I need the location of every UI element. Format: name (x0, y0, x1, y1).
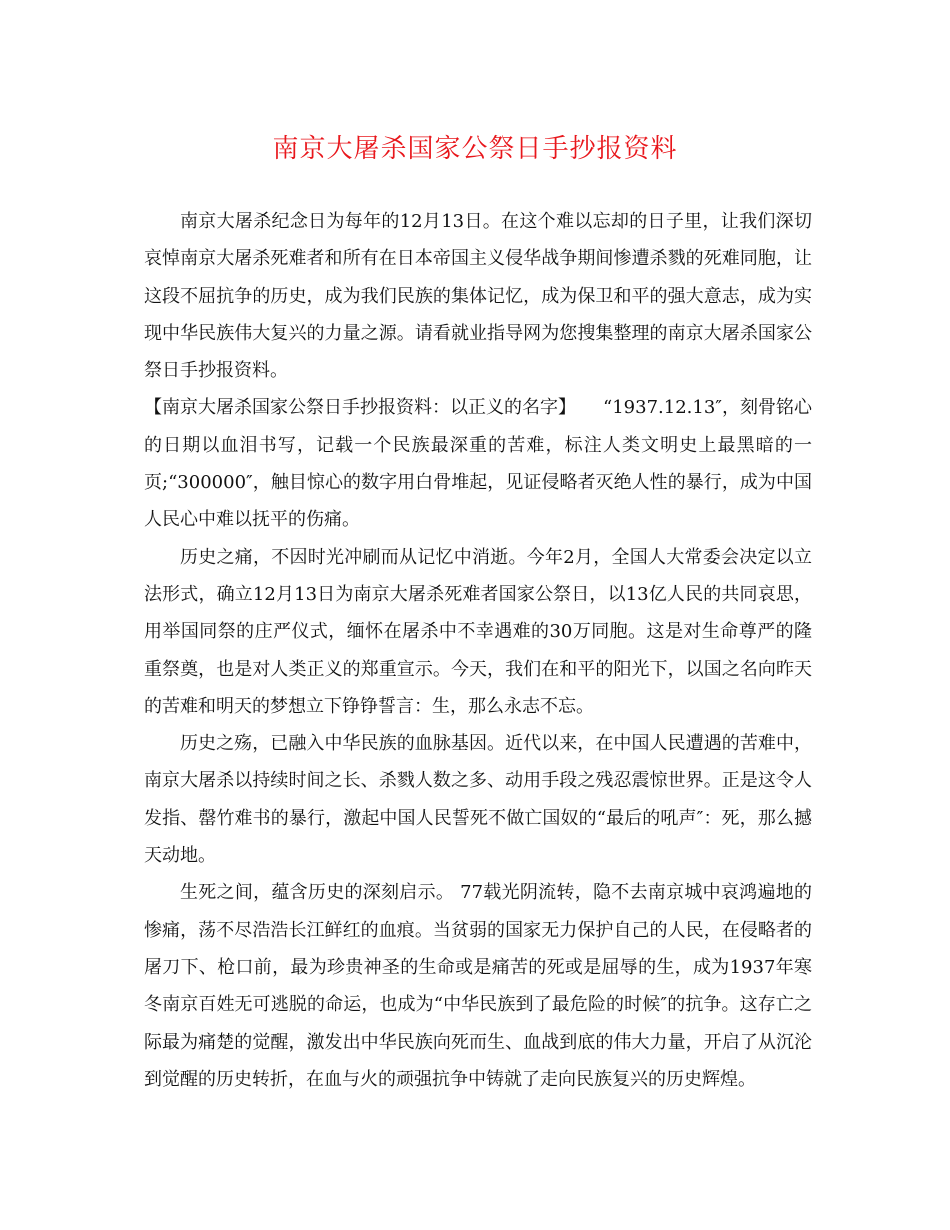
paragraph-life-death: 生死之间，蕴含历史的深刻启示。 77载光阴流转，隐不去南京城中哀鸿遍地的惨痛，荡不尽浩浩长江鲜红的血痕。当贫弱的国家无力保护自己的人民，在侵略者的屠刀下、枪口前，最为珍贵神圣的生命或是痛苦的死或是屈辱的生，成为1937年寒冬南京百姓无可逃脱的命运，也成为“中华民族到了最危险的时候″的抗争。这存亡之际最为痛楚的觉醒，激发出中华民族向死而生、血战到底的伟大力量，开启了从沉沦到觉醒的历史转折，在血与火的顽强抗争中铸就了走向民族复兴的历史辉煌。 (144, 882, 812, 1090)
paragraph-intro: 南京大屠杀纪念日为每年的12月13日。在这个难以忘却的日子里，让我们深切哀悼南京大屠杀死难者和所有在日本帝国主义侵华战争期间惨遭杀戮的死难同胞，让这段不屈抗争的历史，成为我们民族的集体记忆，成为保卫和平的强大意志，成为实现中华民族伟大复兴的力量之源。请看就业指导网为您搜集整理的南京大屠杀国家公祭日手抄报资料。 (144, 211, 812, 382)
paragraph-history-wound: 历史之殇，已融入中华民族的血脉基因。近代以来，在中国人民遭遇的苦难中，南京大屠杀以持续时间之长、杀戮人数之多、动用手段之残忍震惊世界。正是这令人发指、罄竹难书的暴行，激起中国人民誓死不做亡国奴的“最后的吼声″：死，那么撼天动地。 (144, 733, 813, 867)
paragraph-section-heading: 【南京大屠杀国家公祭日手抄报资料：以正义的名字】 “1937.12.13″，刻骨铭心的日期以血泪书写，记载一个民族最深重的苦难，标注人类文明史上最黑暗的一页;“300000″，触目惊心的数字用白骨堆起，见证侵略者灭绝人性的暴行，成为中国人民心中难以抚平的伤痛。 (144, 397, 812, 531)
paragraph-history-pain: 历史之痛，不因时光冲刷而从记忆中消逝。今年2月，全国人大常委会决定以立法形式，确立12月13日为南京大屠杀死难者国家公祭日，以13亿人民的共同哀思，用举国同祭的庄严仪式，缅怀在屠杀中不幸遇难的30万同胞。这是对生命尊严的隆重祭奠，也是对人类正义的郑重宣示。今天，我们在和平的阳光下，以国之名向昨天的苦难和明天的梦想立下铮铮誓言：生，那么永志不忘。 (144, 546, 812, 717)
document-body (144, 203, 812, 1098)
page-title: 南京大屠杀国家公祭日手抄报资料 (272, 134, 678, 164)
